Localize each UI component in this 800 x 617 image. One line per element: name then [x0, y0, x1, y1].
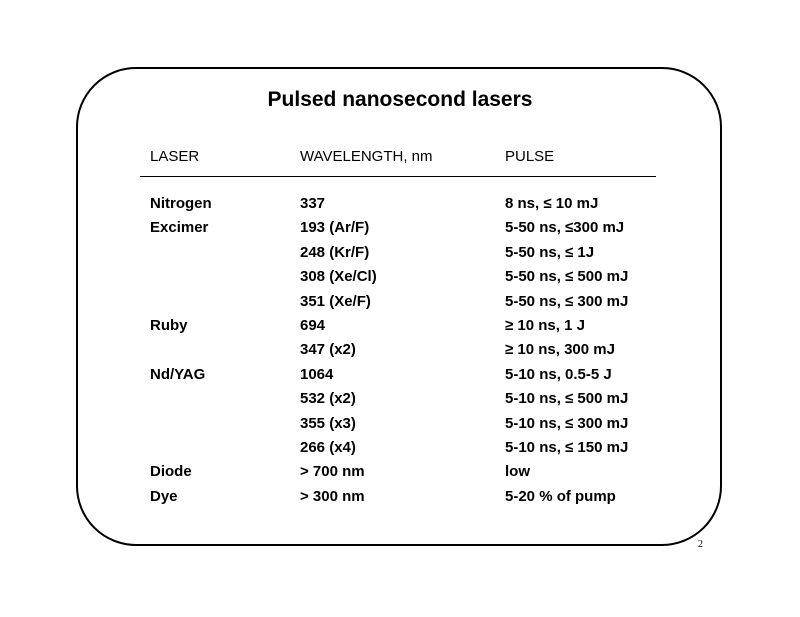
laser-pulse: 5-10 ns, ≤ 300 mJ	[505, 415, 629, 432]
laser-name: Ruby	[150, 317, 188, 334]
laser-pulse: 5-10 ns, 0.5-5 J	[505, 366, 612, 383]
laser-wavelength: 248 (Kr/F)	[300, 244, 370, 261]
laser-wavelength: 347 (x2)	[300, 341, 356, 358]
laser-pulse: 8 ns, ≤ 10 mJ	[505, 195, 599, 212]
laser-pulse: 5-20 % of pump	[505, 488, 616, 505]
header-laser: LASER	[150, 148, 200, 165]
laser-pulse: ≥ 10 ns, 300 mJ	[505, 341, 615, 358]
laser-wavelength: 266 (x4)	[300, 439, 356, 456]
laser-wavelength: > 300 nm	[300, 488, 365, 505]
laser-wavelength: 355 (x3)	[300, 415, 356, 432]
laser-pulse: 5-10 ns, ≤ 500 mJ	[505, 390, 629, 407]
laser-name: Nd/YAG	[150, 366, 206, 383]
slide-title: Pulsed nanosecond lasers	[267, 88, 533, 111]
page-number: 2	[698, 539, 703, 550]
header-divider	[140, 176, 656, 177]
laser-wavelength: 337	[300, 195, 326, 212]
laser-pulse: 5-50 ns, ≤300 mJ	[505, 219, 625, 236]
laser-wavelength: 694	[300, 317, 326, 334]
laser-name: Diode	[150, 463, 192, 480]
laser-pulse: low	[505, 463, 530, 480]
header-wavelength: WAVELENGTH, nm	[300, 148, 433, 165]
laser-wavelength: > 700 nm	[300, 463, 365, 480]
laser-name: Excimer	[150, 219, 209, 236]
laser-wavelength: 193 (Ar/F)	[300, 219, 370, 236]
header-pulse: PULSE	[505, 148, 555, 165]
laser-name: Dye	[150, 488, 178, 505]
laser-pulse: 5-50 ns, ≤ 1J	[505, 244, 595, 261]
laser-name: Nitrogen	[150, 195, 212, 212]
laser-wavelength: 308 (Xe/Cl)	[300, 268, 377, 285]
laser-wavelength: 1064	[300, 366, 334, 383]
laser-pulse: 5-50 ns, ≤ 300 mJ	[505, 293, 629, 310]
laser-pulse: ≥ 10 ns, 1 J	[505, 317, 585, 334]
laser-wavelength: 532 (x2)	[300, 390, 356, 407]
laser-pulse: 5-50 ns, ≤ 500 mJ	[505, 268, 629, 285]
laser-pulse: 5-10 ns, ≤ 150 mJ	[505, 439, 629, 456]
laser-wavelength: 351 (Xe/F)	[300, 293, 371, 310]
